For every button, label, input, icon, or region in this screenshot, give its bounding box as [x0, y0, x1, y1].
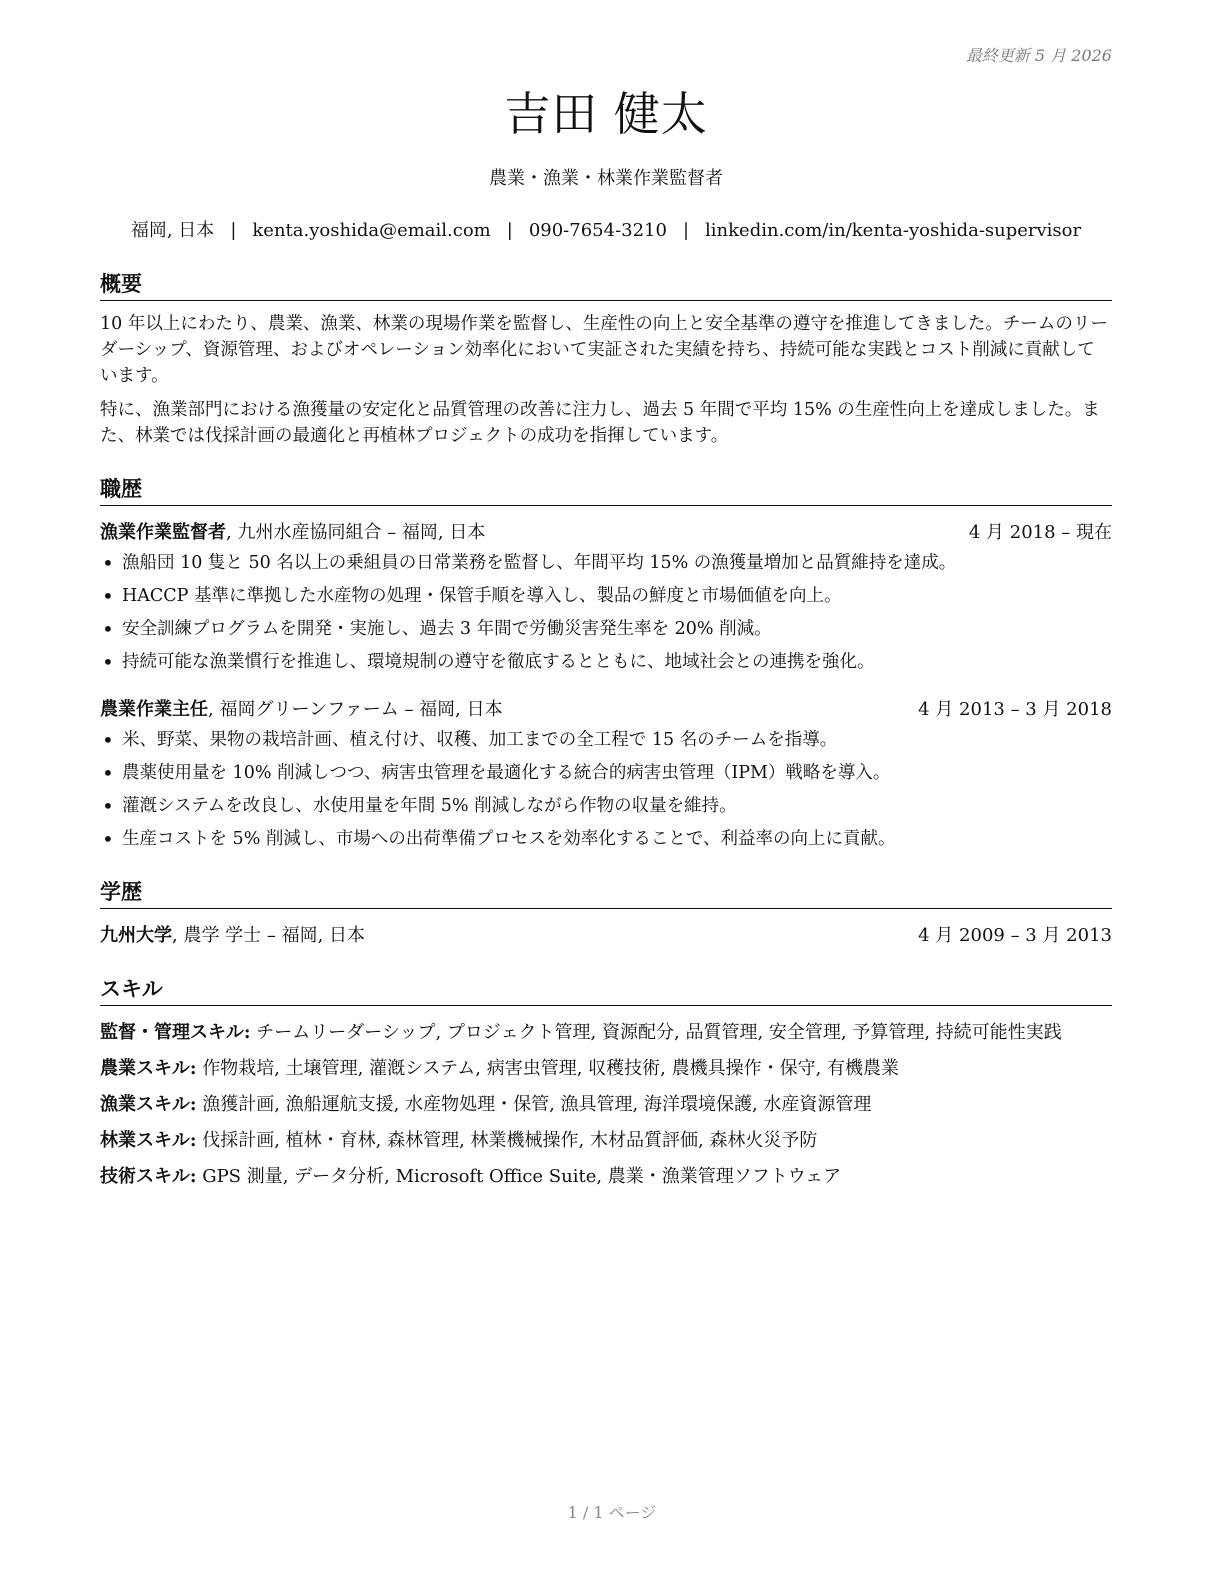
- experience-section: [100, 475, 1112, 852]
- job-bullet: • 農薬使用量を 10% 削減しつつ、病害虫管理を最適化する統合的病害虫管理（IPM）戦略を導入。: [100, 760, 1112, 786]
- job-bullet: • 安全訓練プログラムを開発・実施し、過去 3 年間で労働災害発生率を 20% 削減。: [100, 616, 1112, 642]
- education-degree: , 農学 学士 – 福岡, 日本: [172, 925, 366, 946]
- education-section: [100, 878, 1112, 949]
- job-title-org: [100, 697, 503, 723]
- education-school: 九州大学: [100, 925, 172, 946]
- section-title-education: 学歴: [100, 878, 1112, 909]
- skill-line: [100, 1056, 1112, 1082]
- skill-label: 農業スキル:: [100, 1058, 197, 1079]
- job-bullet: • 生産コストを 5% 削減し、市場への出荷準備プロセスを効率化することで、利益率の向上に貢献。: [100, 826, 1112, 852]
- job-position: 農業作業主任: [100, 699, 208, 720]
- skill-text: GPS 測量, データ分析, Microsoft Office Suite, 農業・漁業管理ソフトウェア: [196, 1166, 842, 1187]
- contact-location: 福岡, 日本: [130, 220, 215, 241]
- education-entry: [100, 923, 1112, 949]
- skill-label: 技術スキル:: [100, 1166, 197, 1187]
- section-title-experience: 職歴: [100, 475, 1112, 506]
- skill-line: [100, 1092, 1112, 1118]
- job-bullets: [100, 727, 1112, 852]
- skill-text: 伐採計画, 植林・育林, 森林管理, 林業機械操作, 木材品質評価, 森林火災予防: [196, 1130, 818, 1151]
- summary-section: [100, 270, 1112, 449]
- contact-separator: |: [682, 220, 690, 241]
- contact-separator: |: [506, 220, 513, 241]
- skill-line: [100, 1164, 1112, 1190]
- summary-paragraph: 10 年以上にわたり、農業、漁業、林業の現場作業を監督し、生産性の向上と安全基準の遵守を推進してきました。チームのリーダーシップ、資源管理、およびオペレーション効率化において実証された実績を持ち、持続可能な実践とコスト削減に貢献しています。: [100, 314, 1108, 386]
- job-bullet: • 漁船団 10 隻と 50 名以上の乗組員の日常業務を監督し、年間平均 15% の漁獲量増加と品質維持を達成。: [100, 550, 1112, 576]
- job-title-org: [100, 520, 485, 546]
- job-bullet: • 灌漑システムを改良し、水使用量を年間 5% 削減しながら作物の収量を維持。: [100, 793, 1112, 819]
- summary-paragraph: 特に、漁業部門における漁獲量の安定化と品質管理の改善に注力し、過去 5 年間で平均 15% の生産性向上を達成しました。また、林業では伐採計画の最適化と再植林プロジェクトの成功を指揮しています。: [100, 400, 1100, 446]
- contact-phone[interactable]: 090-7654-3210: [528, 220, 667, 241]
- job-bullet: • 持続可能な漁業慣行を推進し、環境規制の遵守を徹底するとともに、地域社会との連携を強化。: [100, 649, 1112, 675]
- job-bullet: • HACCP 基準に準拠した水産物の処理・保管手順を導入し、製品の鮮度と市場価値を向上。: [100, 583, 1112, 609]
- contact-line: [100, 218, 1112, 244]
- job-bullets: [100, 550, 1112, 675]
- education-school-detail: [100, 923, 365, 949]
- skills-section: [100, 975, 1112, 1190]
- job-entry: [100, 697, 1112, 852]
- job-header: [100, 697, 1112, 723]
- skill-text: 作物栽培, 土壌管理, 灌漑システム, 病害虫管理, 収穫技術, 農機具操作・保守, 有機農業: [196, 1058, 900, 1079]
- job-organization: , 九州水産協同組合 – 福岡, 日本: [226, 522, 486, 543]
- job-entry: [100, 520, 1112, 675]
- education-dates: 4 月 2009 – 3 月 2013: [918, 925, 1112, 946]
- skill-label: 漁業スキル:: [100, 1094, 197, 1115]
- contact-email[interactable]: kenta.yoshida@email.com: [252, 220, 491, 241]
- job-organization: , 福岡グリーンファーム – 福岡, 日本: [208, 699, 503, 720]
- skill-text: 漁獲計画, 漁船運航支援, 水産物処理・保管, 漁具管理, 海洋環境保護, 水産資源管理: [196, 1094, 872, 1115]
- skills-list: [100, 1020, 1112, 1190]
- skill-label: 林業スキル:: [100, 1130, 197, 1151]
- skill-line: [100, 1128, 1112, 1154]
- skill-label: 監督・管理スキル:: [100, 1022, 251, 1043]
- candidate-name: 吉田 健太: [504, 87, 708, 141]
- last-updated: 最終更新 5 月 2026: [965, 46, 1112, 65]
- job-dates: 4 月 2018 – 現在: [968, 522, 1112, 543]
- skill-line: [100, 1020, 1112, 1046]
- page-number: 1 / 1 ページ: [567, 1503, 657, 1522]
- skill-text: チームリーダーシップ, プロジェクト管理, 資源配分, 品質管理, 安全管理, 予算管理, 持続可能性実践: [250, 1022, 1062, 1043]
- job-dates: 4 月 2013 – 3 月 2018: [918, 699, 1112, 720]
- contact-separator: |: [230, 220, 237, 241]
- job-header: [100, 520, 1112, 546]
- section-title-summary: 概要: [100, 270, 1112, 301]
- job-position: 漁業作業監督者: [100, 522, 226, 543]
- candidate-role: 農業・漁業・林業作業監督者: [489, 168, 723, 189]
- job-bullet: • 米、野菜、果物の栽培計画、植え付け、収穫、加工までの全工程で 15 名のチームを指導。: [100, 727, 1112, 753]
- contact-linkedin[interactable]: linkedin.com/in/kenta-yoshida-supervisor: [705, 220, 1082, 241]
- resume-page: [100, 40, 1112, 1190]
- section-title-skills: スキル: [100, 975, 1112, 1006]
